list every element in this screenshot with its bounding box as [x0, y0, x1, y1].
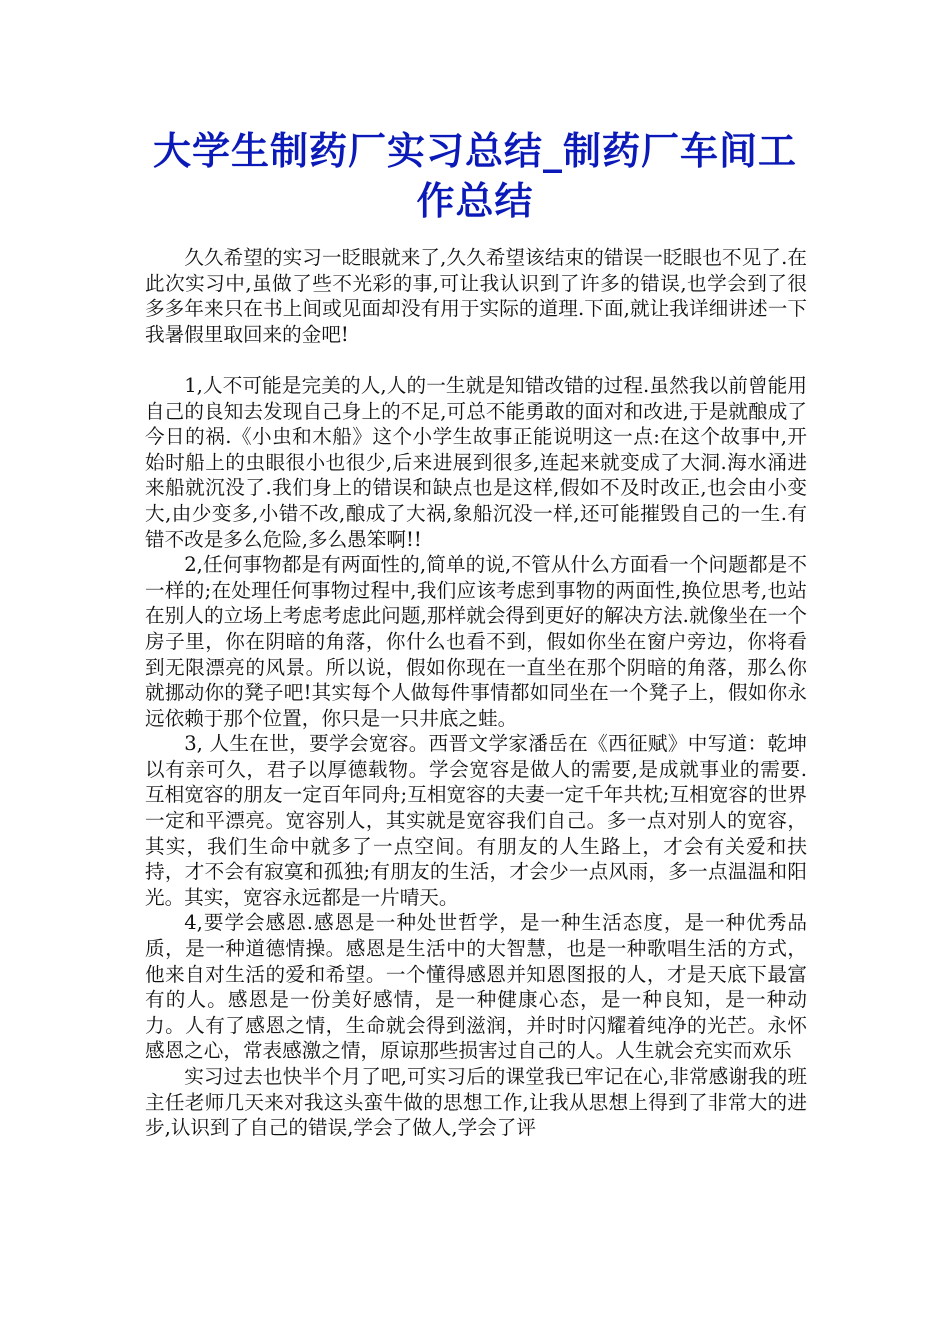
document-body	[145, 245, 807, 1141]
document-title: 大学生制药厂实习总结_制药厂车间工作总结	[152, 129, 797, 223]
paragraph-point-1: 1,人不可能是完美的人,人的一生就是知错改错的过程.虽然我以前曾能用自己的良知去发现自己身上的不足,可总不能勇敢的面对和改进,于是就酿成了今日的祸.《小虫和木船》这个小学生故事正能说明这一点:在这个故事中,开始时船上的虫眼很小也很少,后来进展到很多,连起来就变成了大洞.海水涌进来船就沉没了.我们身上的错误和缺点也是这样,假如不及时改正,也会由小变大,由少变多,小错不改,酿成了大祸,象船沉没一样,还可能摧毁自己的一生.有错不改是多么危险,多么愚笨啊!!	[145, 373, 807, 551]
paragraph-point-2: 2,任何事物都是有两面性的,简单的说,不管从什么方面看一个问题都是不一样的;在处理任何事物过程中,我们应该考虑到事物的两面性,换位思考,也站在别人的立场上考虑考虑此问题,那样就会得到更好的解决方法.就像坐在一个房子里，你在阴暗的角落，你什么也看不到，假如你坐在窗户旁边，你将看到无限漂亮的风景。所以说，假如你现在一直坐在那个阴暗的角落，那么你就挪动你的凳子吧!其实每个人做每件事情都如同坐在一个凳子上，假如你永远依赖于那个位置，你只是一只井底之蛙。	[145, 553, 807, 730]
paragraph-point-3: 3, 人生在世，要学会宽容。西晋文学家潘岳在《西征赋》中写道：乾坤以有亲可久，君子以厚德载物。学会宽容是做人的需要,是成就事业的需要. 互相宽容的朋友一定百年同舟;互相宽容的夫妻一定千年共枕;互相宽容的世界一定和平漂亮。宽容别人，其实就是宽容我们自己。多一点对别人的宽容，其实，我们生命中就多了一点空间。有朋友的人生路上，才会有关爱和扶持，才不会有寂寞和孤独;有朋友的生活，才会少一点风雨，多一点温温和阳光。其实，宽容永远都是一片晴天。	[145, 732, 807, 909]
paragraph-conclusion: 实习过去也快半个月了吧,可实习后的课堂我已牢记在心,非常感谢我的班主任老师几天来对我这头蛮牛做的思想工作,让我从思想上得到了非常大的进步,认识到了自己的错误,学会了做人,学会了评	[145, 1065, 807, 1140]
paragraph-point-4: 4,要学会感恩.感恩是一种处世哲学，是一种生活态度，是一种优秀品质，是一种道德情操。感恩是生活中的大智慧，也是一种歌唱生活的方式，他来自对生活的爱和希望。一个懂得感恩并知恩图报的人，才是天底下最富有的人。感恩是一份美好感情，是一种健康心态，是一种良知，是一种动力。人有了感恩之情，生命就会得到滋润，并时时闪耀着纯净的光芒。永怀感恩之心，常表感激之情，原谅那些损害过自己的人。人生就会充实而欢乐	[145, 911, 807, 1063]
paragraph-intro: 久久希望的实习一眨眼就来了,久久希望该结束的错误一眨眼也不见了.在此次实习中,虽做了些不光彩的事,可让我认识到了许多的错误,也学会到了很多多年来只在书上间或见面却没有用于实际的道理.下面,就让我详细讲述一下我暑假里取回来的金吧!	[145, 246, 807, 346]
